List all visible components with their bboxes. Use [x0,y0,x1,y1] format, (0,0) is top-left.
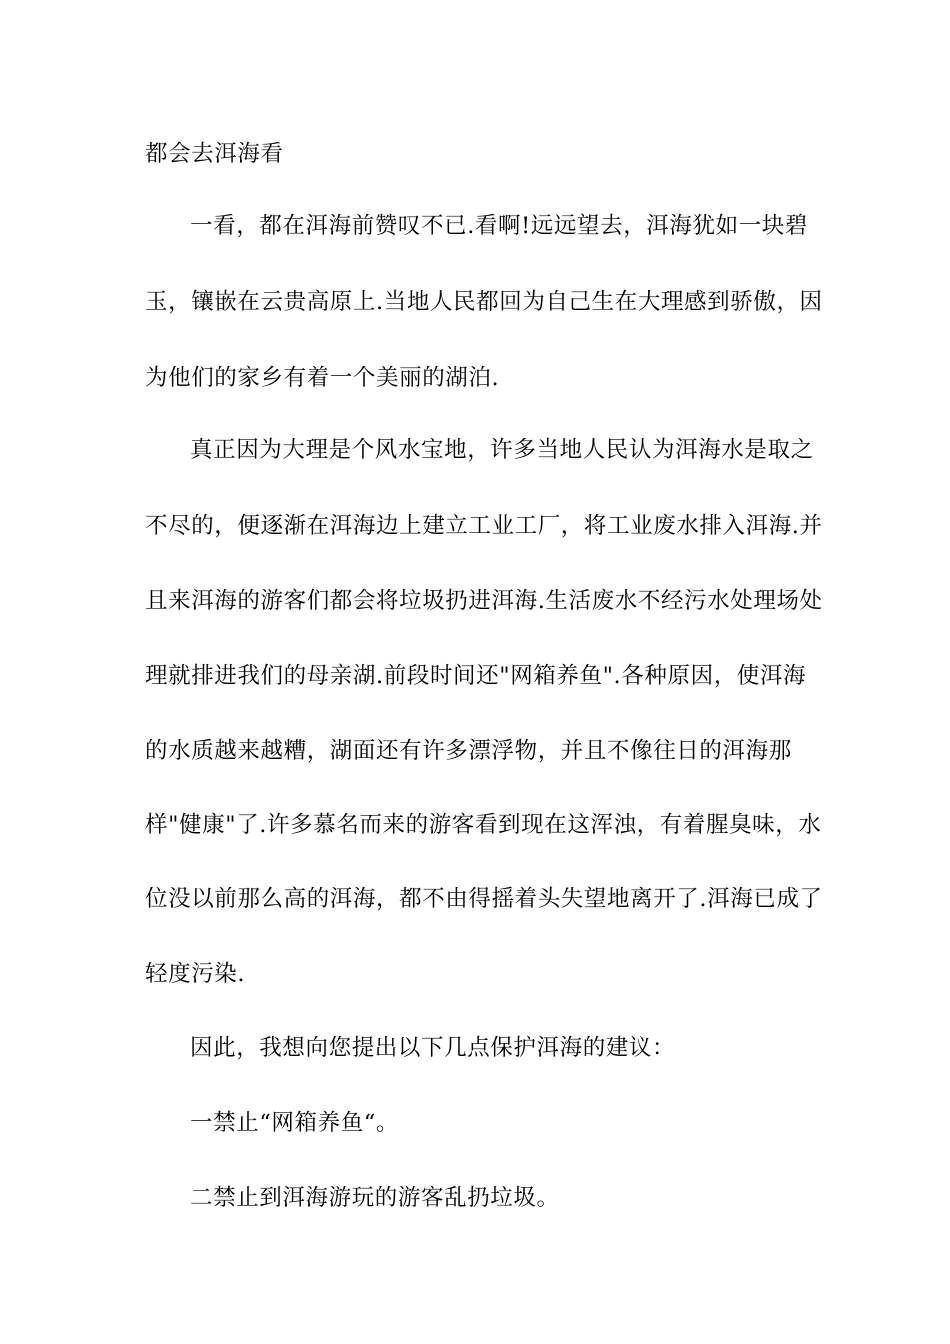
text-line-7: 且来洱海的游客们都会将垃圾扔进洱海.生活废水不经污水处理场处 [145,588,823,614]
text-line-5: 真正因为大理是个风水宝地，许多当地人民认为洱海水是取之 [190,437,814,463]
text-line-14: 一禁止“网箱养鱼“。 [190,1110,400,1136]
text-line-3: 玉，镶嵌在云贵高原上.当地人民都回为自己生在大理感到骄傲，因 [145,289,823,315]
text-line-8: 理就排进我们的母亲湖.前段时间还"网箱养鱼".各种原因，使洱海 [145,663,807,689]
text-line-9: 的水质越来越糟，湖面还有许多漂浮物，并且不像往日的洱海那 [145,738,792,764]
text-line-1: 都会去洱海看 [145,141,284,167]
text-line-12: 轻度污染. [145,961,246,987]
text-line-4: 为他们的家乡有着一个美丽的湖泊. [145,365,500,391]
text-line-13: 因此，我想向您提出以下几点保护洱海的建议： [190,1035,676,1061]
text-line-6: 不尽的，便逐渐在洱海边上建立工业工厂，将工业废水排入洱海.并 [145,513,823,539]
text-line-15: 二禁止到洱海游玩的游客乱扔垃圾。 [190,1185,560,1211]
text-line-2: 一看，都在洱海前赞叹不已.看啊!远远望去，洱海犹如一块碧 [190,213,808,239]
text-line-10: 样"健康"了.许多慕名而来的游客看到现在这浑浊，有着腥臭味，水 [145,812,822,838]
text-line-11: 位没以前那么高的洱海，都不由得摇着头失望地离开了.洱海已成了 [145,886,823,912]
